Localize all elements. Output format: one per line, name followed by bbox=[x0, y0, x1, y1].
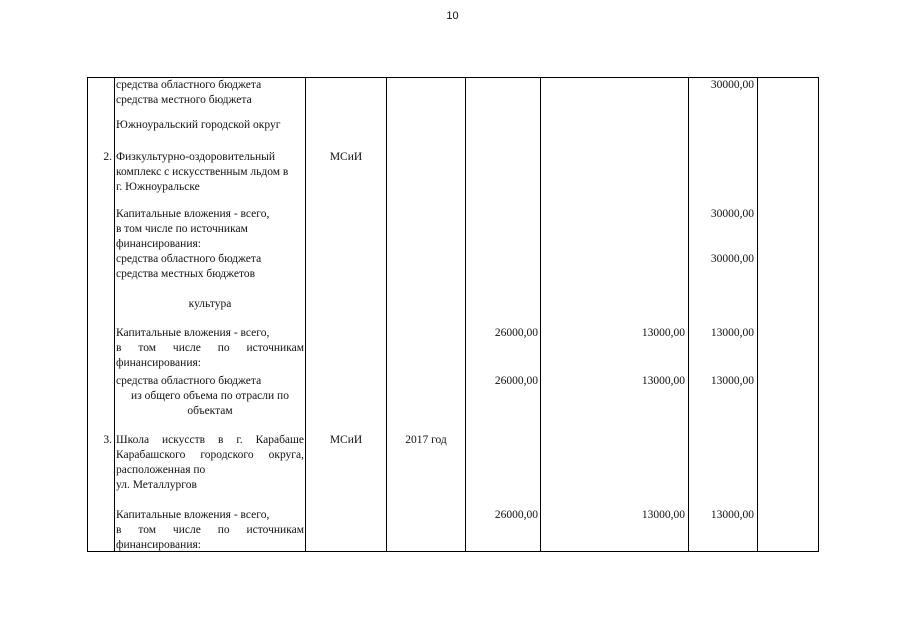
object-name: комплекс с искусственным льдом в bbox=[116, 166, 289, 178]
row-text: финансирования: bbox=[116, 238, 201, 250]
cell-value: 13000,00 bbox=[710, 375, 754, 387]
row-text: финансирования: bbox=[116, 539, 201, 551]
object-name: Карабашского городского округа, bbox=[116, 449, 304, 461]
year-cell: 2017 год bbox=[405, 434, 447, 446]
row-text: объектам bbox=[187, 405, 233, 417]
object-name: Физкультурно-оздоровительный bbox=[116, 151, 276, 163]
row-text: средства местного бюджета bbox=[116, 94, 252, 106]
row-text: средства областного бюджета bbox=[116, 375, 262, 387]
cell-value: 13000,00 bbox=[710, 327, 754, 339]
object-name: г. Южноуральске bbox=[116, 181, 200, 193]
column-divider bbox=[386, 78, 387, 551]
cell-value: 26000,00 bbox=[494, 327, 538, 339]
row-text: средства местных бюджетов bbox=[116, 268, 256, 280]
item-number: 2. bbox=[103, 151, 112, 163]
customer-cell: МСиИ bbox=[329, 434, 363, 446]
column-divider bbox=[757, 78, 758, 551]
district-heading: Южноуральский городской округ bbox=[116, 119, 281, 131]
row-text: Капитальные вложения - всего, bbox=[116, 327, 270, 339]
column-divider bbox=[465, 78, 466, 551]
row-text: в том числе по источникам bbox=[116, 342, 304, 354]
cell-value: 13000,00 bbox=[641, 327, 685, 339]
column-divider bbox=[114, 78, 115, 551]
cell-value: 30000,00 bbox=[710, 79, 754, 91]
column-divider bbox=[688, 78, 689, 551]
column-divider bbox=[540, 78, 541, 551]
object-name: ул. Металлургов bbox=[116, 479, 197, 491]
object-name: расположенная по bbox=[116, 464, 206, 476]
cell-value: 30000,00 bbox=[710, 253, 754, 265]
cell-value: 13000,00 bbox=[710, 509, 754, 521]
cell-value: 13000,00 bbox=[641, 375, 685, 387]
cell-value: 30000,00 bbox=[710, 208, 754, 220]
column-divider bbox=[305, 78, 306, 551]
row-text: из общего объема по отрасли по bbox=[131, 390, 289, 402]
cell-value: 13000,00 bbox=[641, 509, 685, 521]
section-heading: культура bbox=[188, 298, 232, 310]
item-number: 3. bbox=[103, 434, 112, 446]
customer-cell: МСиИ bbox=[329, 151, 363, 163]
row-text: средства областного бюджета bbox=[116, 253, 262, 265]
page-number: 10 bbox=[446, 10, 459, 22]
row-text: средства областного бюджета bbox=[116, 79, 262, 91]
object-name: Школа искусств в г. Карабаше bbox=[116, 434, 304, 446]
row-text: Капитальные вложения - всего, bbox=[116, 509, 270, 521]
row-text: Капитальные вложения - всего, bbox=[116, 208, 270, 220]
row-text: в том числе по источникам bbox=[116, 223, 248, 235]
budget-table bbox=[87, 77, 819, 552]
cell-value: 26000,00 bbox=[494, 375, 538, 387]
row-text: в том числе по источникам bbox=[116, 524, 304, 536]
row-text: финансирования: bbox=[116, 357, 201, 369]
cell-value: 26000,00 bbox=[494, 509, 538, 521]
